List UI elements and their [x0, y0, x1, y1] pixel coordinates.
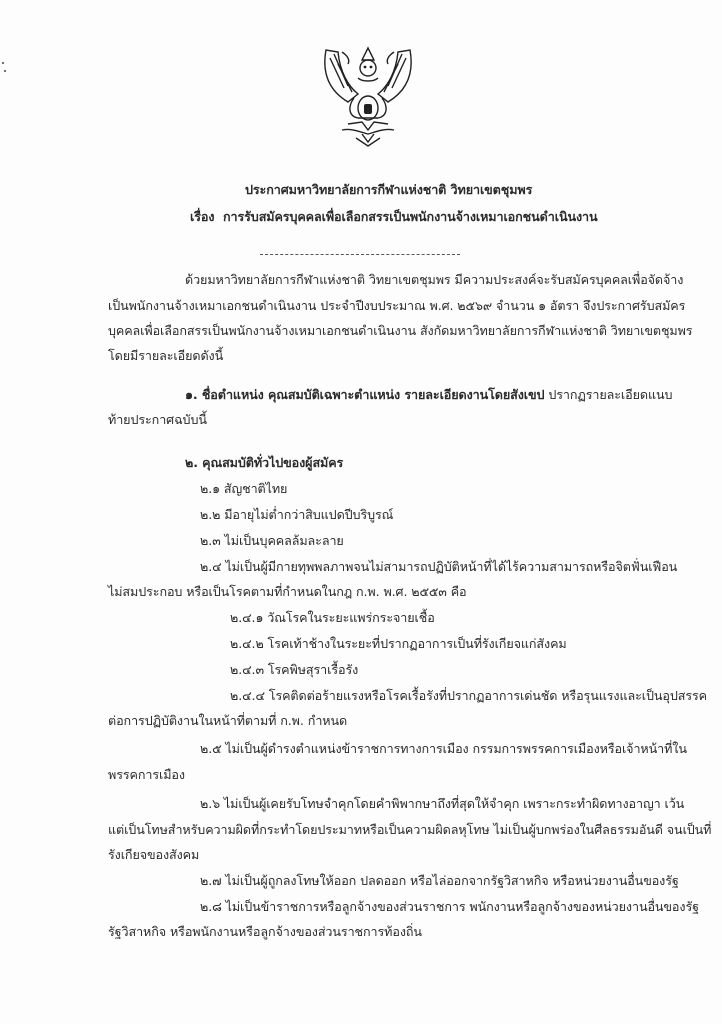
title-divider [260, 254, 460, 255]
qualification-subitem-continuation: ต่อการปฏิบัติงานในหน้าที่ตามที่ ก.พ. กำหนด [108, 713, 348, 728]
qualification-item-continuation: รัฐวิสาหกิจ หรือพนักงานหรือลูกจ้างของส่วนราชการท้องถิ่น [108, 924, 422, 939]
section1-paragraph [185, 386, 672, 404]
qualification-item-continuation: แต่เป็นโทษสำหรับความผิดที่กระทำโดยประมาทหรือเป็นความผิดลหุโทษ ไม่เป็นผู้บกพร่องในศีลธรรมอันดี จนเป็นที่ [108, 822, 712, 837]
intro-line-3: บุคคลเพื่อเลือกสรรเป็นพนักงานจ้างเหมาเอกชนดำเนินงาน สังกัดมหาวิทยาลัยการกีฬาแห่งชาติ วิทยาเขตชุมพร [108, 323, 693, 338]
qualification-item: ๒.๘ ไม่เป็นข้าราชการหรือลูกจ้างของส่วนราชการ พนักงานหรือลูกจ้างของหน่วยงานอื่นของรัฐ [200, 899, 699, 914]
qualification-item: ๒.๔ ไม่เป็นผู้มีกายทุพพลภาพจนไม่สามารถปฏิบัติหน้าที่ได้ไร้ความสามารถหรือจิตฟั่นเฟือน [200, 559, 678, 574]
qualification-subitem: ๒.๔.๒ โรคเท้าช้างในระยะที่ปรากฏอาการเป็นที่รังเกียจแก่สังคม [230, 636, 567, 651]
subject-text: การรับสมัครบุคคลเพื่อเลือกสรรเป็นพนักงานจ้างเหมาเอกชนดำเนินงาน [222, 209, 598, 224]
qualification-item: ๒.๖ ไม่เป็นผู้เคยรับโทษจำคุกโดยคำพิพากษาถึงที่สุดให้จำคุก เพราะกระทำผิดทางอาญา เว้น [200, 796, 685, 811]
qualification-item: ๒.๗ ไม่เป็นผู้ถูกลงโทษให้ออก ปลดออก หรือไล่ออกจากรัฐวิสาหกิจ หรือหน่วยงานอื่นของรัฐ [200, 873, 679, 888]
intro-line-4: โดยมีรายละเอียดดังนี้ [108, 348, 224, 363]
qualification-item: ๒.๓ ไม่เป็นบุคคลล้มละลาย [200, 533, 344, 548]
section1-heading: ๑. ชื่อตำแหน่ง คุณสมบัติเฉพาะตำแหน่ง รายละเอียดงานโดยสังเขป [185, 387, 545, 402]
announcement-title: ประกาศมหาวิทยาลัยการกีฬาแห่งชาติ วิทยาเขตชุมพร [245, 182, 533, 197]
qualification-item-continuation: รังเกียจของสังคม [108, 847, 200, 862]
qualification-item: ๒.๕ ไม่เป็นผู้ดำรงตำแหน่งข้าราชการทางการเมือง กรรมการพรรคการเมืองหรือเจ้าหน้าที่ใน [200, 741, 687, 756]
announcement-subject [190, 208, 598, 226]
garuda-emblem-icon [318, 42, 418, 150]
scan-speck [2, 62, 4, 64]
qualification-item: ๒.๒ มีอายุไม่ต่ำกว่าสิบแปดปีบริบูรณ์ [200, 507, 394, 522]
qualification-item-continuation: พรรคการเมือง [108, 767, 185, 782]
qualification-item: ๒.๑ สัญชาติไทย [200, 481, 288, 496]
qualification-subitem: ๒.๔.๑ วัณโรคในระยะแพร่กระจายเชื้อ [230, 610, 435, 625]
intro-line-1: ด้วยมหาวิทยาลัยการกีฬาแห่งชาติ วิทยาเขตชุมพร มีความประสงค์จะรับสมัครบุคคลเพื่อจัดจ้าง [185, 272, 684, 287]
section2-heading: ๒. คุณสมบัติทั่วไปของผู้สมัคร [185, 455, 344, 470]
section1-text: ปรากฏรายละเอียดแนบ [548, 387, 673, 402]
intro-line-2: เป็นพนักงานจ้างเหมาเอกชนดำเนินงาน ประจำปีงบประมาณ พ.ศ. ๒๕๖๙ จำนวน ๑ อัตรา จึงประกาศรับสมัคร [108, 298, 686, 313]
qualification-item-continuation: ไม่สมประกอบ หรือเป็นโรคตามที่กำหนดในกฎ ก.พ. พ.ศ. ๒๕๕๓ คือ [108, 584, 467, 599]
subject-label: เรื่อง [190, 209, 215, 224]
qualification-subitem: ๒.๔.๓ โรคพิษสุราเรื้อรัง [230, 662, 359, 677]
scan-speck [4, 70, 6, 72]
qualification-subitem: ๒.๔.๔ โรคติดต่อร้ายแรงหรือโรคเรื้อรังที่ปรากฏอาการเด่นชัด หรือรุนแรงและเป็นอุปสรรค [230, 688, 707, 703]
section1-continuation: ท้ายประกาศฉบับนี้ [108, 412, 207, 427]
